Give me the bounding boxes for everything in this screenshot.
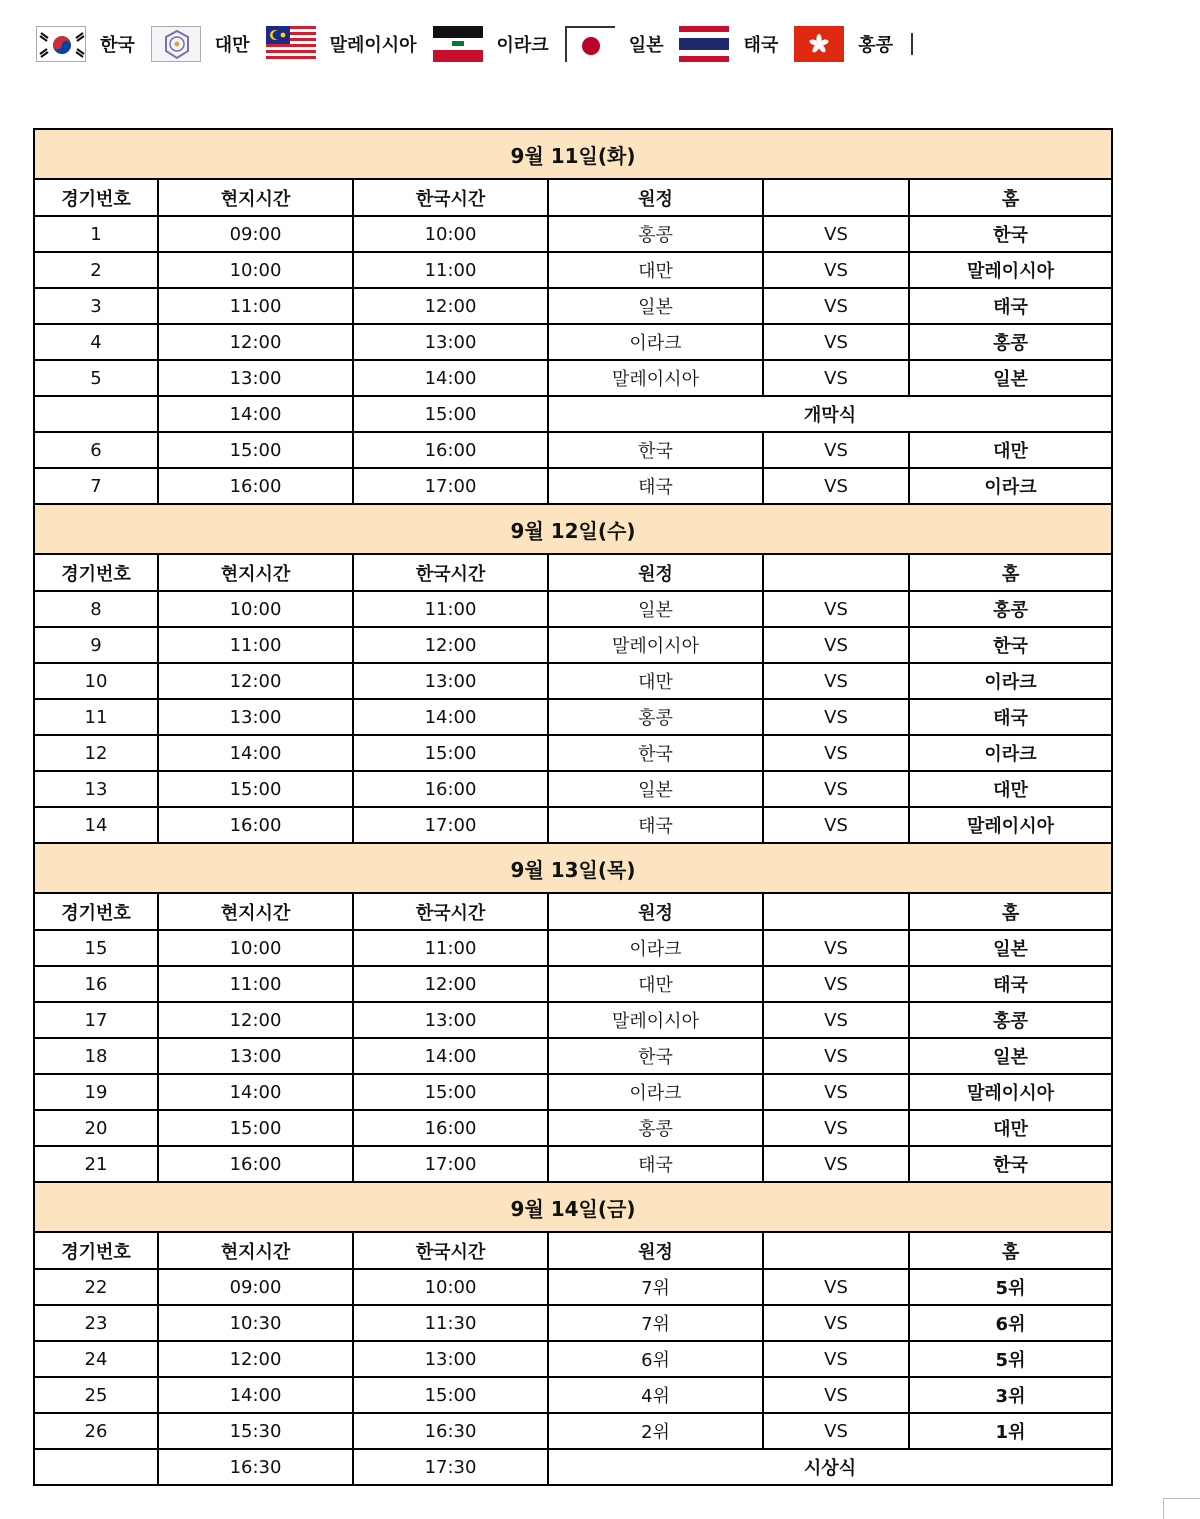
match-number: 11 (34, 699, 158, 735)
match-number: 9 (34, 627, 158, 663)
korea-time: 14:00 (353, 699, 548, 735)
away-team: 대만 (909, 771, 1112, 807)
header-match-no: 경기번호 (34, 1232, 158, 1269)
away-team: 일본 (909, 930, 1112, 966)
vs-label: VS (763, 771, 909, 807)
away-team: 대만 (909, 1110, 1112, 1146)
home-team: 태국 (548, 468, 763, 504)
table-row (34, 468, 1112, 504)
vs-label: VS (763, 252, 909, 288)
thailand-flag-icon (679, 26, 729, 62)
header-away: 홈 (909, 554, 1112, 591)
korea-time: 13:00 (353, 324, 548, 360)
local-time: 09:00 (158, 216, 353, 252)
local-time: 12:00 (158, 1341, 353, 1377)
ceremony-event: 개막식 (548, 396, 1112, 432)
home-team: 일본 (548, 288, 763, 324)
home-team: 한국 (548, 735, 763, 771)
korea-time: 13:00 (353, 1341, 548, 1377)
legend-name: 한국 (100, 35, 135, 56)
legend-item-malaysia (266, 26, 417, 62)
legend-name: 말레이시아 (329, 35, 417, 56)
day-header-row (34, 129, 1112, 179)
table-row (34, 1110, 1112, 1146)
korea-time: 15:00 (353, 1074, 548, 1110)
schedule-table (33, 128, 1113, 1486)
vs-label: VS (763, 627, 909, 663)
legend-name: 이라크 (496, 35, 549, 56)
vs-label: VS (763, 930, 909, 966)
vs-label: VS (763, 432, 909, 468)
header-korea-time: 한국시간 (353, 1232, 548, 1269)
match-number: 5 (34, 360, 158, 396)
match-number: 2 (34, 252, 158, 288)
table-row (34, 216, 1112, 252)
away-team: 말레이시아 (909, 252, 1112, 288)
home-team: 말레이시아 (548, 360, 763, 396)
match-number: 7 (34, 468, 158, 504)
day-header-row (34, 1182, 1112, 1232)
table-row (34, 735, 1112, 771)
local-time: 14:00 (158, 735, 353, 771)
home-team: 대만 (548, 966, 763, 1002)
home-team: 이라크 (548, 930, 763, 966)
table-row (34, 1146, 1112, 1182)
home-team: 이라크 (548, 1074, 763, 1110)
table-row (34, 396, 1112, 432)
vs-label: VS (763, 663, 909, 699)
legend-item-thailand (679, 26, 778, 62)
local-time: 16:30 (158, 1449, 353, 1485)
header-home: 원정 (548, 1232, 763, 1269)
match-number: 4 (34, 324, 158, 360)
local-time: 09:00 (158, 1269, 353, 1305)
local-time: 12:00 (158, 324, 353, 360)
home-team: 태국 (548, 807, 763, 843)
header-vs (763, 554, 909, 591)
away-team: 이라크 (909, 468, 1112, 504)
header-korea-time: 한국시간 (353, 554, 548, 591)
vs-label: VS (763, 288, 909, 324)
away-team: 5위 (909, 1341, 1112, 1377)
match-number: 12 (34, 735, 158, 771)
column-header-row (34, 893, 1112, 930)
legend-name: 홍콩 (858, 35, 894, 56)
match-number: 3 (34, 288, 158, 324)
header-home: 원정 (548, 554, 763, 591)
korea-time: 16:30 (353, 1413, 548, 1449)
away-team: 일본 (909, 1038, 1112, 1074)
vs-label: VS (763, 324, 909, 360)
table-row (34, 1074, 1112, 1110)
header-local-time: 현지시간 (158, 554, 353, 591)
vs-label: VS (763, 966, 909, 1002)
local-time: 16:00 (158, 807, 353, 843)
away-team: 태국 (909, 699, 1112, 735)
table-row (34, 1038, 1112, 1074)
local-time: 12:00 (158, 663, 353, 699)
vs-label: VS (763, 468, 909, 504)
korea-time: 14:00 (353, 1038, 548, 1074)
legend-name: 태국 (743, 35, 779, 56)
header-match-no: 경기번호 (34, 554, 158, 591)
away-team: 3위 (909, 1377, 1112, 1413)
local-time: 15:00 (158, 432, 353, 468)
vs-label: VS (763, 1341, 909, 1377)
header-local-time: 현지시간 (158, 893, 353, 930)
korea-time: 10:00 (353, 1269, 548, 1305)
schedule-body (34, 129, 1112, 1485)
away-team: 이라크 (909, 663, 1112, 699)
table-row (34, 1269, 1112, 1305)
vs-label: VS (763, 591, 909, 627)
korea-time: 12:00 (353, 288, 548, 324)
header-away: 홈 (909, 893, 1112, 930)
header-local-time: 현지시간 (158, 1232, 353, 1269)
match-number: 1 (34, 216, 158, 252)
table-row (34, 360, 1112, 396)
table-row (34, 930, 1112, 966)
away-team: 한국 (909, 216, 1112, 252)
local-time: 12:00 (158, 1002, 353, 1038)
local-time: 16:00 (158, 468, 353, 504)
day-header-row (34, 504, 1112, 554)
away-team: 홍콩 (909, 1002, 1112, 1038)
table-row (34, 591, 1112, 627)
vs-label: VS (763, 1074, 909, 1110)
header-local-time: 현지시간 (158, 179, 353, 216)
match-number (34, 396, 158, 432)
header-match-no: 경기번호 (34, 179, 158, 216)
day-title: 9월 14일(금) (34, 1182, 1112, 1232)
away-team: 말레이시아 (909, 1074, 1112, 1110)
vs-label: VS (763, 1269, 909, 1305)
table-row (34, 252, 1112, 288)
vs-label: VS (763, 735, 909, 771)
header-vs (763, 1232, 909, 1269)
match-number: 23 (34, 1305, 158, 1341)
korea-time: 15:00 (353, 396, 548, 432)
table-row (34, 1002, 1112, 1038)
match-number: 20 (34, 1110, 158, 1146)
taiwan-flag-icon (151, 26, 201, 62)
home-team: 한국 (548, 432, 763, 468)
vs-label: VS (763, 1377, 909, 1413)
column-header-row (34, 179, 1112, 216)
local-time: 13:00 (158, 699, 353, 735)
korea-time: 12:00 (353, 966, 548, 1002)
local-time: 11:00 (158, 288, 353, 324)
table-row (34, 807, 1112, 843)
table-row (34, 627, 1112, 663)
away-team: 홍콩 (909, 591, 1112, 627)
match-number: 21 (34, 1146, 158, 1182)
table-row (34, 1413, 1112, 1449)
legend-item-korea (36, 26, 135, 62)
header-korea-time: 한국시간 (353, 179, 548, 216)
iraq-flag-icon (433, 26, 483, 62)
home-team: 대만 (548, 252, 763, 288)
korea-time: 13:00 (353, 1002, 548, 1038)
away-team: 홍콩 (909, 324, 1112, 360)
match-number: 24 (34, 1341, 158, 1377)
match-number: 16 (34, 966, 158, 1002)
home-team: 말레이시아 (548, 1002, 763, 1038)
legend-item-iraq (433, 26, 549, 62)
away-team: 말레이시아 (909, 807, 1112, 843)
vs-label: VS (763, 360, 909, 396)
korea-time: 17:00 (353, 468, 548, 504)
korea-time: 11:00 (353, 930, 548, 966)
day-header-row (34, 843, 1112, 893)
vs-label: VS (763, 216, 909, 252)
match-number: 26 (34, 1413, 158, 1449)
korea-time: 15:00 (353, 1377, 548, 1413)
local-time: 13:00 (158, 1038, 353, 1074)
hongkong-flag-icon (794, 26, 844, 62)
match-number: 8 (34, 591, 158, 627)
local-time: 10:00 (158, 591, 353, 627)
home-team: 말레이시아 (548, 627, 763, 663)
vs-label: VS (763, 807, 909, 843)
away-team: 5위 (909, 1269, 1112, 1305)
text-cursor (911, 33, 913, 55)
legend-item-japan (565, 26, 664, 62)
header-away: 홈 (909, 1232, 1112, 1269)
korea-time: 12:00 (353, 627, 548, 663)
home-team: 2위 (548, 1413, 763, 1449)
home-team: 6위 (548, 1341, 763, 1377)
match-number: 14 (34, 807, 158, 843)
vs-label: VS (763, 1038, 909, 1074)
korea-time: 16:00 (353, 771, 548, 807)
away-team: 한국 (909, 1146, 1112, 1182)
table-row (34, 288, 1112, 324)
match-number: 10 (34, 663, 158, 699)
local-time: 14:00 (158, 1074, 353, 1110)
vs-label: VS (763, 1413, 909, 1449)
local-time: 15:00 (158, 1110, 353, 1146)
korea-time: 14:00 (353, 360, 548, 396)
header-vs (763, 893, 909, 930)
malaysia-flag-icon (266, 26, 316, 62)
match-number: 19 (34, 1074, 158, 1110)
korea-time: 11:30 (353, 1305, 548, 1341)
column-header-row (34, 554, 1112, 591)
match-number: 13 (34, 771, 158, 807)
away-team: 태국 (909, 966, 1112, 1002)
local-time: 14:00 (158, 1377, 353, 1413)
away-team: 6위 (909, 1305, 1112, 1341)
vs-label: VS (763, 1146, 909, 1182)
away-team: 태국 (909, 288, 1112, 324)
legend-name: 일본 (628, 35, 664, 56)
day-title: 9월 13일(목) (34, 843, 1112, 893)
away-team: 한국 (909, 627, 1112, 663)
home-team: 홍콩 (548, 1110, 763, 1146)
vs-label: VS (763, 1305, 909, 1341)
local-time: 10:00 (158, 930, 353, 966)
local-time: 15:30 (158, 1413, 353, 1449)
local-time: 11:00 (158, 966, 353, 1002)
vs-label: VS (763, 1110, 909, 1146)
legend-item-taiwan (151, 26, 250, 62)
korea-time: 17:00 (353, 1146, 548, 1182)
table-row (34, 324, 1112, 360)
home-team: 7위 (548, 1269, 763, 1305)
table-row (34, 1305, 1112, 1341)
away-team: 이라크 (909, 735, 1112, 771)
korea-time: 16:00 (353, 432, 548, 468)
japan-flag-icon (565, 26, 615, 62)
header-away: 홈 (909, 179, 1112, 216)
korea-time: 17:00 (353, 807, 548, 843)
home-team: 한국 (548, 1038, 763, 1074)
match-number: 15 (34, 930, 158, 966)
legend-item-hongkong (794, 26, 893, 62)
table-row (34, 1449, 1112, 1485)
home-team: 태국 (548, 1146, 763, 1182)
home-team: 7위 (548, 1305, 763, 1341)
home-team: 이라크 (548, 324, 763, 360)
home-team: 일본 (548, 771, 763, 807)
local-time: 16:00 (158, 1146, 353, 1182)
away-team: 일본 (909, 360, 1112, 396)
header-home: 원정 (548, 179, 763, 216)
header-match-no: 경기번호 (34, 893, 158, 930)
table-row (34, 663, 1112, 699)
local-time: 10:30 (158, 1305, 353, 1341)
ceremony-event: 시상식 (548, 1449, 1112, 1485)
local-time: 14:00 (158, 396, 353, 432)
local-time: 15:00 (158, 771, 353, 807)
match-number: 18 (34, 1038, 158, 1074)
match-number: 6 (34, 432, 158, 468)
day-title: 9월 11일(화) (34, 129, 1112, 179)
away-team: 대만 (909, 432, 1112, 468)
header-home: 원정 (548, 893, 763, 930)
away-team: 1위 (909, 1413, 1112, 1449)
header-vs (763, 179, 909, 216)
korea-time: 11:00 (353, 591, 548, 627)
korea-time: 10:00 (353, 216, 548, 252)
table-row (34, 1341, 1112, 1377)
country-legend (36, 22, 913, 66)
legend-name: 대만 (214, 35, 250, 56)
table-row (34, 432, 1112, 468)
table-row (34, 699, 1112, 735)
column-header-row (34, 1232, 1112, 1269)
match-number: 22 (34, 1269, 158, 1305)
match-number: 25 (34, 1377, 158, 1413)
korea-flag-icon (36, 26, 86, 62)
header-korea-time: 한국시간 (353, 893, 548, 930)
korea-time: 15:00 (353, 735, 548, 771)
korea-time: 11:00 (353, 252, 548, 288)
home-team: 4위 (548, 1377, 763, 1413)
table-row (34, 771, 1112, 807)
home-team: 일본 (548, 591, 763, 627)
day-title: 9월 12일(수) (34, 504, 1112, 554)
korea-time: 13:00 (353, 663, 548, 699)
korea-time: 17:30 (353, 1449, 548, 1485)
home-team: 홍콩 (548, 699, 763, 735)
table-row (34, 1377, 1112, 1413)
local-time: 13:00 (158, 360, 353, 396)
vs-label: VS (763, 699, 909, 735)
table-row (34, 966, 1112, 1002)
local-time: 10:00 (158, 252, 353, 288)
korea-time: 16:00 (353, 1110, 548, 1146)
home-team: 홍콩 (548, 216, 763, 252)
match-number (34, 1449, 158, 1485)
match-number: 17 (34, 1002, 158, 1038)
local-time: 11:00 (158, 627, 353, 663)
vs-label: VS (763, 1002, 909, 1038)
home-team: 대만 (548, 663, 763, 699)
